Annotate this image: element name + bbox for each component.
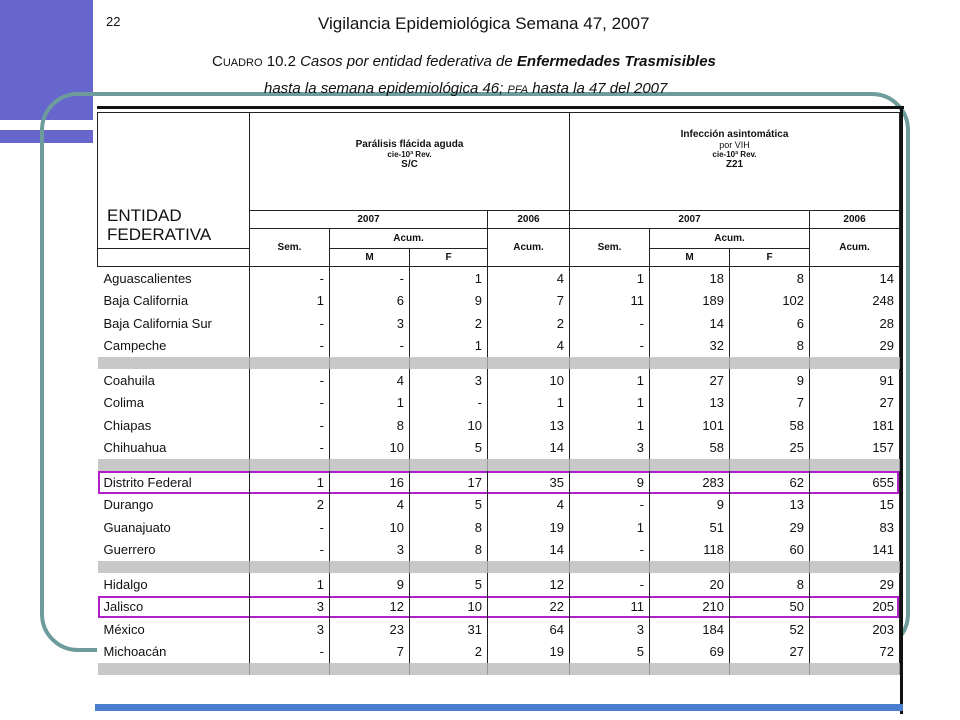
table-cell: 1	[570, 516, 650, 539]
table-cell: -	[250, 267, 330, 290]
table-cell: 19	[488, 641, 570, 664]
table-cell: 205	[810, 596, 900, 619]
table-cell: 2	[410, 312, 488, 335]
table-row	[98, 414, 900, 437]
table-cell: 52	[730, 618, 810, 641]
table-cell: 2	[488, 312, 570, 335]
table-cell: 29	[730, 516, 810, 539]
table-cell: 19	[488, 516, 570, 539]
table-body	[98, 267, 900, 676]
table-cell: 4	[488, 267, 570, 290]
table-cell: 51	[650, 516, 730, 539]
table-cell: 9	[330, 573, 410, 596]
table-cell: 15	[810, 494, 900, 517]
table-cell: 1	[330, 392, 410, 415]
table-row	[98, 539, 900, 562]
table-cell: 35	[488, 471, 570, 494]
table-cell: -	[570, 494, 650, 517]
table-row	[98, 618, 900, 641]
table-cell: 1	[410, 267, 488, 290]
table-cell: 3	[410, 369, 488, 392]
table-cell: -	[570, 335, 650, 358]
table-cell: 203	[810, 618, 900, 641]
table-cell: 32	[650, 335, 730, 358]
table-cell: 62	[730, 471, 810, 494]
table-cell: 3	[250, 618, 330, 641]
table-cell: 4	[330, 494, 410, 517]
table-cell: 11	[570, 290, 650, 313]
table-cell: 25	[730, 437, 810, 460]
entity-header: ENTIDAD FEDERATIVA	[98, 113, 250, 249]
entity-name: Durango	[98, 494, 250, 517]
table-cell: 60	[730, 539, 810, 562]
table-cell: 8	[410, 539, 488, 562]
table-cell: 16	[330, 471, 410, 494]
table-cell: 189	[650, 290, 730, 313]
table-cell: -	[250, 392, 330, 415]
entity-name: Chihuahua	[98, 437, 250, 460]
table-cell: 28	[810, 312, 900, 335]
table-cell: 157	[810, 437, 900, 460]
table-cell: 1	[488, 392, 570, 415]
table-cell: 3	[250, 596, 330, 619]
entity-name: Guerrero	[98, 539, 250, 562]
table-cell: 31	[410, 618, 488, 641]
table-cell: 14	[650, 312, 730, 335]
group-separator	[98, 663, 900, 675]
entity-name: Hidalgo	[98, 573, 250, 596]
entity-name: Coahuila	[98, 369, 250, 392]
caption-line2b: hasta la 47 del 2007	[532, 80, 668, 97]
table-cell: 10	[410, 414, 488, 437]
table-row	[98, 596, 900, 619]
table-cell: -	[250, 539, 330, 562]
table-cell: 1	[250, 471, 330, 494]
table-cell: 8	[410, 516, 488, 539]
year-2006-header: 2006	[810, 211, 900, 229]
table-cell: 1	[410, 335, 488, 358]
table-cell: 69	[650, 641, 730, 664]
entity-name: Campeche	[98, 335, 250, 358]
page-number: 22	[106, 14, 121, 29]
entity-name: Chiapas	[98, 414, 250, 437]
table-cell: 2	[410, 641, 488, 664]
acum-header: Acum.	[650, 229, 810, 249]
table-cell: 8	[730, 335, 810, 358]
table-cell: 58	[650, 437, 730, 460]
table-cell: 12	[330, 596, 410, 619]
table-cell: 181	[810, 414, 900, 437]
table-cell: 8	[730, 267, 810, 290]
table-cell: 64	[488, 618, 570, 641]
table-cell: 4	[488, 335, 570, 358]
f-header: F	[730, 249, 810, 267]
table-cell: -	[250, 437, 330, 460]
table-cell: 5	[410, 494, 488, 517]
entity-name: Baja California Sur	[98, 312, 250, 335]
sem-header: Sem.	[250, 229, 330, 267]
table-cell: 1	[570, 414, 650, 437]
table-cell: 8	[730, 573, 810, 596]
table-cell: -	[250, 312, 330, 335]
table-cell: -	[330, 335, 410, 358]
table-cell: -	[330, 267, 410, 290]
entity-name: México	[98, 618, 250, 641]
table-cell: 3	[570, 618, 650, 641]
table-cell: 1	[570, 392, 650, 415]
table-cell: 248	[810, 290, 900, 313]
entity-name: Colima	[98, 392, 250, 415]
table-cell: -	[250, 641, 330, 664]
table-cell: 18	[650, 267, 730, 290]
table-cell: 29	[810, 573, 900, 596]
caption-bold: Enfermedades Trasmisibles	[516, 53, 716, 70]
table-cell: -	[250, 335, 330, 358]
cases-table	[97, 112, 900, 675]
table-cell: 27	[650, 369, 730, 392]
table-row	[98, 641, 900, 664]
entity-name: Aguascalientes	[98, 267, 250, 290]
table-cell: -	[250, 516, 330, 539]
table-cell: 210	[650, 596, 730, 619]
table-cell: 6	[730, 312, 810, 335]
table-cell: 9	[570, 471, 650, 494]
year-2007-header: 2007	[570, 211, 810, 229]
table-cell: 10	[410, 596, 488, 619]
table-cell: 12	[488, 573, 570, 596]
table-cell: -	[250, 369, 330, 392]
table-cell: -	[570, 539, 650, 562]
table-cell: 11	[570, 596, 650, 619]
group-separator	[98, 459, 900, 471]
table-cell: 6	[330, 290, 410, 313]
table-cell: -	[570, 312, 650, 335]
table-cell: 27	[730, 641, 810, 664]
table-cell: 14	[810, 267, 900, 290]
table-cell: 7	[330, 641, 410, 664]
table-cell: 1	[250, 290, 330, 313]
pfa-group-header: Parálisis flácida aguda cie-10ª Rev. S/C	[250, 113, 570, 211]
table-cell: 27	[810, 392, 900, 415]
entity-name: Michoacán	[98, 641, 250, 664]
table-cell: 13	[730, 494, 810, 517]
table-row	[98, 516, 900, 539]
table-cell: 4	[330, 369, 410, 392]
table-cell: 141	[810, 539, 900, 562]
table-cell: 9	[650, 494, 730, 517]
table-cell: 3	[570, 437, 650, 460]
vih-group-header: Infección asintomática por VIH cie-10ª Rev. Z21	[570, 113, 900, 211]
year-2006-header: 2006	[488, 211, 570, 229]
table-cell: 10	[488, 369, 570, 392]
table-cell: 91	[810, 369, 900, 392]
table-cell: 655	[810, 471, 900, 494]
empty-header	[98, 249, 250, 267]
entity-name: Guanajuato	[98, 516, 250, 539]
table-row	[98, 267, 900, 290]
table-row	[98, 437, 900, 460]
table-cell: 9	[730, 369, 810, 392]
table-cell: 29	[810, 335, 900, 358]
table-cell: 1	[570, 369, 650, 392]
document-title: Vigilancia Epidemiológica Semana 47, 2007	[318, 14, 650, 33]
table-cell: 8	[330, 414, 410, 437]
table-cell: 7	[730, 392, 810, 415]
table-row	[98, 494, 900, 517]
table-row	[98, 312, 900, 335]
m-header: M	[650, 249, 730, 267]
table-cell: -	[570, 573, 650, 596]
table-right-rule	[900, 106, 903, 714]
table-cell: 17	[410, 471, 488, 494]
entity-name: Distrito Federal	[98, 471, 250, 494]
year-2007-header: 2007	[250, 211, 488, 229]
acum-header: Acum.	[488, 229, 570, 267]
table-cell: 83	[810, 516, 900, 539]
table-cell: 58	[730, 414, 810, 437]
table-cell: 5	[570, 641, 650, 664]
table-cell: 1	[250, 573, 330, 596]
group-separator	[98, 561, 900, 573]
table-cell: 72	[810, 641, 900, 664]
table-row	[98, 335, 900, 358]
bottom-accent-bar	[95, 704, 903, 711]
table-cell: 23	[330, 618, 410, 641]
table-top-rule	[97, 106, 904, 109]
table-cell: 22	[488, 596, 570, 619]
table-cell: 5	[410, 573, 488, 596]
acum-header: Acum.	[330, 229, 488, 249]
table-cell: 14	[488, 437, 570, 460]
m-header: M	[330, 249, 410, 267]
sem-header: Sem.	[570, 229, 650, 267]
table-cell: 102	[730, 290, 810, 313]
f-header: F	[410, 249, 488, 267]
group-separator	[98, 357, 900, 369]
table-cell: -	[410, 392, 488, 415]
caption-prefix: Cuadro 10.2	[212, 53, 296, 70]
table-row	[98, 392, 900, 415]
table-row	[98, 471, 900, 494]
table-cell: 7	[488, 290, 570, 313]
acum-header: Acum.	[810, 229, 900, 267]
table-row	[98, 290, 900, 313]
table-row	[98, 573, 900, 596]
table-cell: 101	[650, 414, 730, 437]
table-cell: -	[250, 414, 330, 437]
table-cell: 13	[650, 392, 730, 415]
table-cell: 4	[488, 494, 570, 517]
table-cell: 3	[330, 539, 410, 562]
table-cell: 20	[650, 573, 730, 596]
table-caption-line2	[264, 80, 667, 97]
table-cell: 13	[488, 414, 570, 437]
table-cell: 5	[410, 437, 488, 460]
table-cell: 1	[570, 267, 650, 290]
entity-name: Jalisco	[98, 596, 250, 619]
table-caption-line1	[212, 53, 716, 70]
table-cell: 118	[650, 539, 730, 562]
table-cell: 14	[488, 539, 570, 562]
table-row	[98, 369, 900, 392]
table-cell: 10	[330, 437, 410, 460]
table-cell: 9	[410, 290, 488, 313]
table-cell: 283	[650, 471, 730, 494]
table-cell: 50	[730, 596, 810, 619]
caption-text: Casos por entidad federativa de	[300, 53, 513, 70]
table-cell: 2	[250, 494, 330, 517]
entity-name: Baja California	[98, 290, 250, 313]
table-cell: 10	[330, 516, 410, 539]
caption-line2a: hasta la semana epidemiológica 46;	[264, 80, 504, 97]
caption-pfa: PFA	[507, 84, 529, 96]
table-cell: 3	[330, 312, 410, 335]
table-cell: 184	[650, 618, 730, 641]
